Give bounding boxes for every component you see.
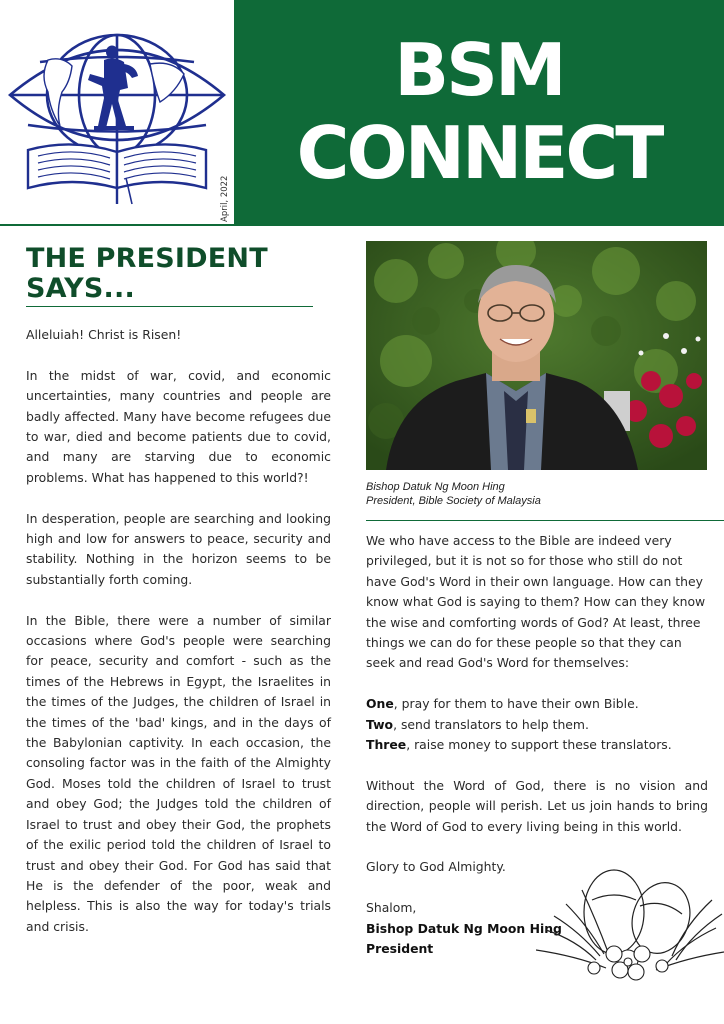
list-item <box>366 694 708 714</box>
left-column <box>26 325 331 958</box>
masthead-title-line2: CONNECT <box>296 111 662 195</box>
list-item-text: , send translators to help them. <box>393 716 589 732</box>
list-item-number: Three <box>366 737 407 753</box>
list-item-number: One <box>366 696 394 712</box>
body-paragraph: In desperation, people are searching and looking high and low for answers to peace, security and stability. Nothing in the horizon seems to be substantially forth coming. <box>26 510 331 587</box>
heading-divider <box>26 306 313 307</box>
easter-eggs-illustration <box>536 860 724 982</box>
signature-name: Bishop Datuk Ng Moon Hing <box>366 920 562 936</box>
list-item-text: , pray for them to have their own Bible. <box>393 696 639 712</box>
issue-date: April, 2022 <box>220 175 230 222</box>
caption-name: Bishop Datuk Ng Moon Hing <box>366 481 505 493</box>
signature-title: President <box>366 941 434 957</box>
list-item-text: , raise money to support these translators. <box>406 737 672 753</box>
caption-title: President, Bible Society of Malaysia <box>366 495 541 507</box>
body-paragraph: We who have access to the Bible are indeed very privileged, but it is not so for those who still do not have God's Word in their own language. How can they know what God is saying to them? How can they know the wise and comforting words of God? At least, three things we can do for these people so that they can seek and read God's Word for themselves: <box>366 533 706 671</box>
masthead-divider <box>0 224 724 226</box>
blessing-line: Glory to God Almighty. <box>366 859 506 875</box>
list-item <box>366 715 708 735</box>
masthead-title-line1: BSM <box>394 28 564 112</box>
greeting-paragraph: Alleluiah! Christ is Risen! <box>26 327 182 342</box>
bible-society-logo <box>0 0 234 224</box>
section-heading-line2: SAYS... <box>26 273 135 304</box>
body-paragraph: In the Bible, there were a number of similar occasions where God's people were searching for peace, security and comfort - such as the times of the Hebrews in Egypt, the Israelites in the times of the Judges, the children of Israel in the times of the 'bad' kings, and in the days of the Babylonian captivity. In each occasion, the consoling factor was in the faith of the Almighty God. Moses told the children of Israel to trust and obey God; the Judges told the children of Israel to trust and obey their God, the prophets of the exilic period told the children of Israel to trust and obey their God. For God has said that He is the defender of the poor, weak and helpless. This is also the way for today's trials and crisis. <box>26 612 331 934</box>
list-item-number: Two <box>366 716 394 732</box>
section-heading <box>26 244 268 304</box>
closing-line: Shalom, <box>366 900 417 916</box>
president-photo <box>366 241 707 470</box>
body-paragraph: Without the Word of God, there is no vision and direction, people will perish. Let us join hands to bring the Word of God to every living being in this world. <box>366 777 708 834</box>
globe-bible-logo-icon <box>0 0 234 224</box>
section-heading-line1: THE PRESIDENT <box>26 243 268 274</box>
list-item <box>366 735 708 755</box>
photo-caption <box>366 480 541 508</box>
masthead-banner <box>234 0 724 224</box>
body-paragraph: In the midst of war, covid, and economic uncertainties, many countries and people are badly affected. Many have become refugees due to war, died and become patients due to covid, and many are starving due to economic problems. What has happened to this world?! <box>26 367 331 485</box>
easter-eggs-flowers-icon <box>536 860 724 982</box>
caption-divider <box>366 520 724 521</box>
